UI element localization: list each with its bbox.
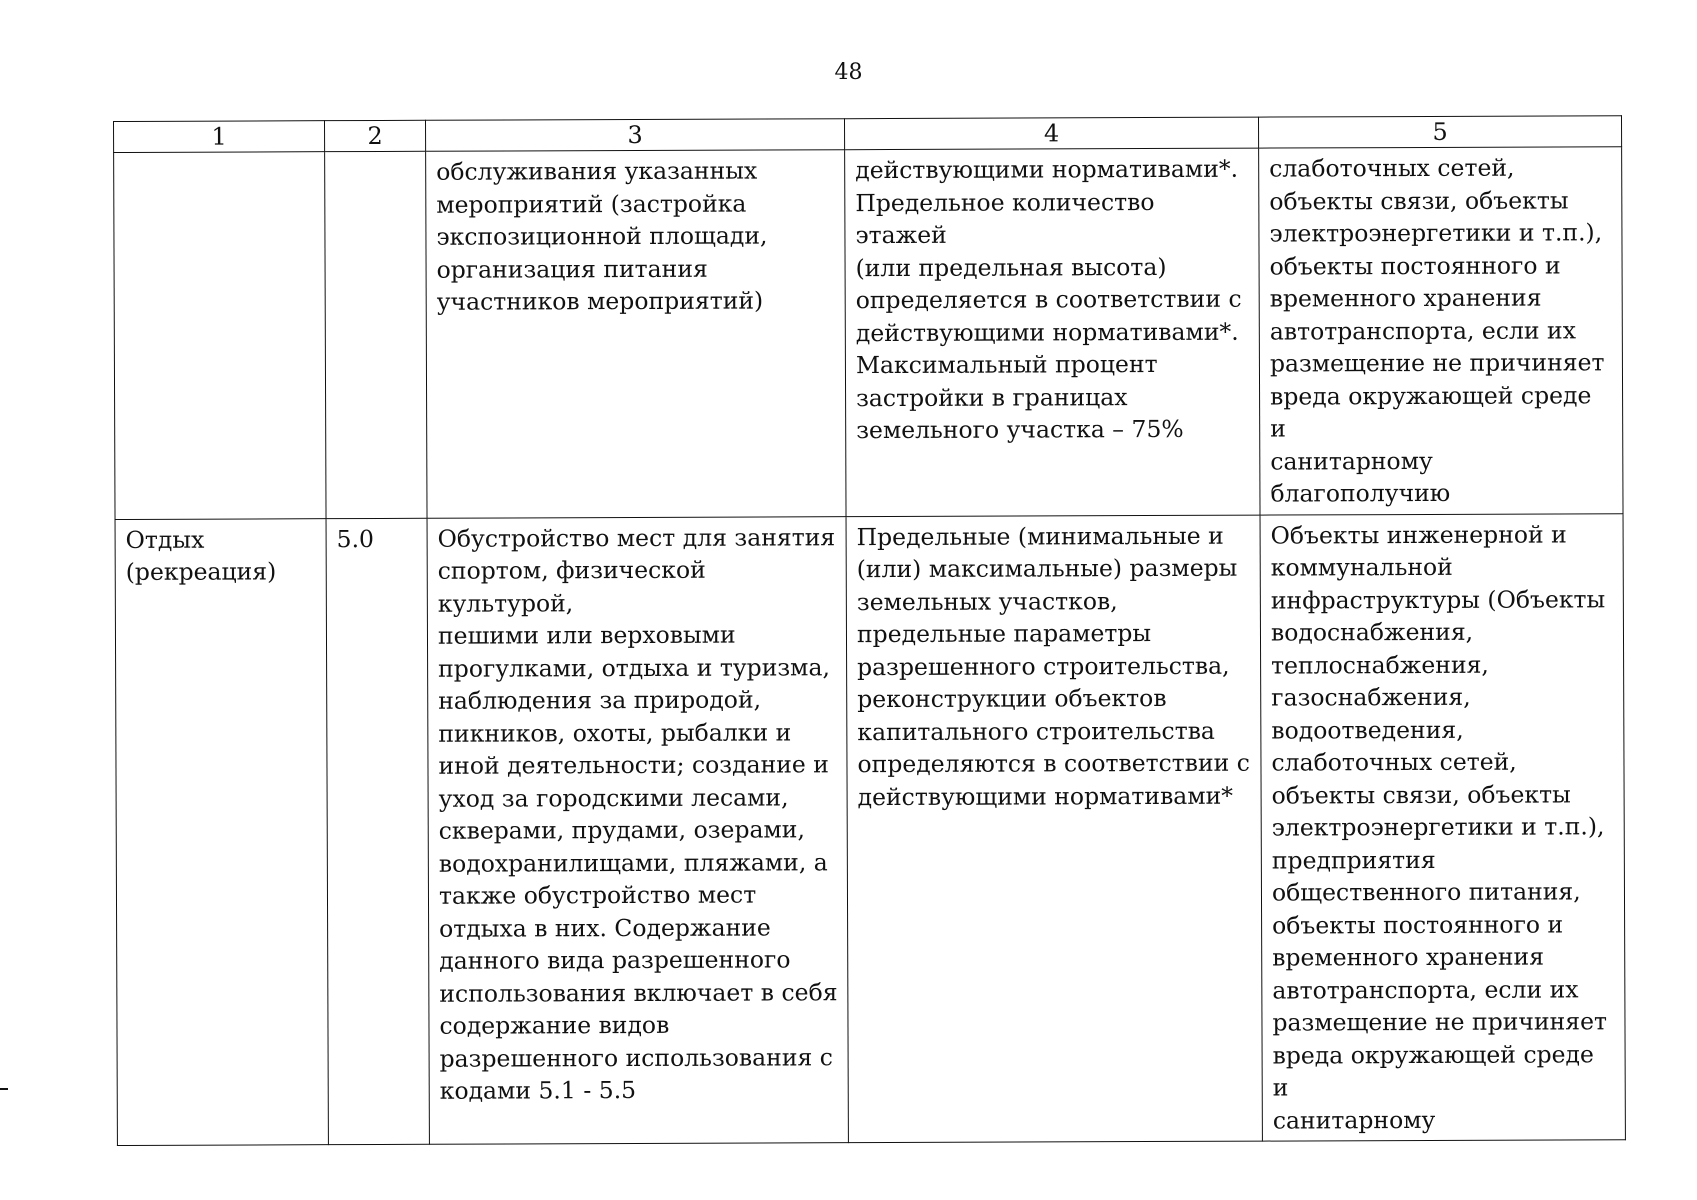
table-cell [845, 148, 1260, 516]
cell-text: Обустройство мест для занятия спортом, физической культурой, пешими или верховыми прогулками, отдыха и туризма, наблюдения за природой, пикников, охоты, рыбалки и иной деятельности; создание и уход за городскими лесами, скверами, прудами, озерами, водохранилищами, пляжами, а также обустройство мест отдыха в них. Содержание данного вида разрешенного использования включает в себя содержание видов разрешенного использования с кодами 5.1 - 5.5 [437, 522, 838, 1105]
table-cell [426, 150, 846, 518]
table-cell [325, 151, 427, 518]
column-header-4: 4 [844, 117, 1258, 150]
cell-text: Предельные (минимальные и (или) максимальные) размеры земельных участков, предельные параметры разрешенного строительства, реконструкции объектов капитального строительства определяются в соответствии с действующими нормативами* [856, 521, 1250, 811]
zoning-table [113, 115, 1626, 1146]
column-header-3: 3 [425, 119, 844, 152]
cell-text: обслуживания указанных мероприятий (застройка экспозиционной площади, организация питания участников мероприятий) [436, 156, 768, 316]
table-cell [115, 518, 328, 1145]
table-row [115, 513, 1625, 1145]
cell-text [124, 156, 316, 157]
table-cell [427, 516, 848, 1144]
table-cell [1259, 147, 1623, 515]
margin-mark [0, 1088, 8, 1090]
table-cell [846, 515, 1262, 1143]
table-cell [1260, 513, 1625, 1141]
cell-text: слаботочных сетей, объекты связи, объекты электроэнергетики и т.п.), объекты постоянного и временного хранения автотранспорта, если их размещение не причиняет вреда окружающей среде и санитарному благополучию [1269, 153, 1605, 508]
cell-text: Объекты инженерной и коммунальной инфраструктуры (Объекты водоснабжения, теплоснабжения, газоснабжения, водоотведения, слаботочных сетей, объекты связи, объекты электроэнергетики и т.п.), предприятия общественного питания, объекты постоянного и временного хранения автотранспорта, если их размещение не причиняет вреда окружающей среде и санитарному [1270, 519, 1608, 1135]
column-header-2: 2 [325, 120, 426, 151]
column-header-1: 1 [114, 121, 325, 153]
table-cell [326, 518, 429, 1145]
cell-text: 5.0 [336, 524, 375, 553]
table-row [114, 147, 1623, 519]
column-header-5: 5 [1258, 116, 1621, 148]
page-number: 48 [834, 60, 863, 85]
table-cell [114, 152, 326, 519]
cell-text: действующими нормативами*. Предельное количество этажей (или предельная высота) определяется в соответствии с действующими нормативами*. Максимальный процент застройки в границах земельного участка – 75% [855, 154, 1242, 445]
cell-text: Отдых (рекреация) [125, 525, 277, 586]
